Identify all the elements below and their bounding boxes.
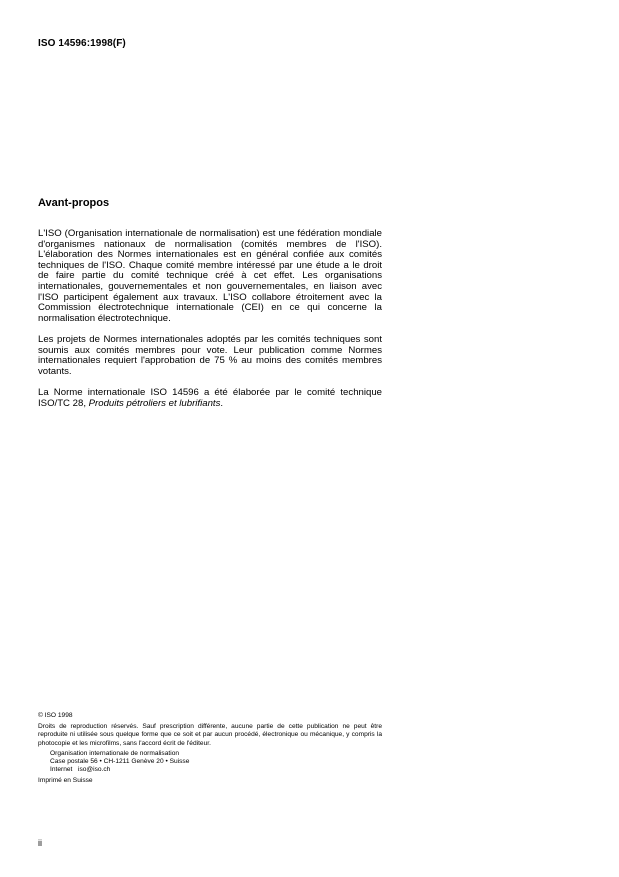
paragraph-3-suffix: . [220, 397, 224, 409]
internet-email: iso@iso.ch [78, 766, 111, 774]
standard-header: ISO 14596:1998(F) [38, 38, 126, 49]
page-number: ii [38, 838, 42, 848]
committee-name: Produits pétroliers et lubrifiants [88, 397, 221, 409]
printed-in: Imprimé en Suisse [38, 777, 93, 785]
org-name: Organisation internationale de normalisation [50, 749, 180, 757]
copyright-footer [38, 712, 382, 786]
address-block [38, 750, 382, 775]
paragraph-3-prefix: La Norme internationale ISO 14596 a été élaborée par le comité technique ISO/TC 28, [38, 386, 382, 409]
internet-line [50, 766, 382, 774]
foreword-paragraph-1: L'ISO (Organisation internationale de normalisation) est une fédération mondiale d'organismes nationaux de normalisation (comités membres de l'ISO). L'élaboration des Normes internationales est en général confiée aux comités techniques de l'ISO. Chaque comité membre intéressé par une étude a le droit de faire partie du comité technique créé à cet effet. Les organisations internationales, gouvernementales et non gouvernementales, en liaison avec l'ISO participent également aux travaux. L'ISO collabore étroitement avec la Commission électrotechnique internationale (CEI) en ce qui concerne la normalisation électrotechnique. [38, 228, 382, 324]
internet-label: Internet [50, 766, 73, 774]
foreword-body [38, 229, 382, 420]
foreword-paragraph-2: Les projets de Normes internationales adoptés par les comités techniques sont soumis aux comités membres pour vote. Leur publication comme Normes internationales requiert l'approbation de 75 % au moins des comités membres votants. [38, 333, 382, 377]
postal-address: Case postale 56 • CH-1211 Genève 20 • Suisse [50, 758, 190, 766]
rights-notice: Droits de reproduction réservés. Sauf prescription différente, aucune partie de cette publication ne peut être reproduite ni utilisée sous quelque forme que ce soit et par aucun procédé, électronique ou mécanique, y compris la photocopie et les microfilms, sans l'accord écrit de l'éditeur. [38, 723, 382, 747]
foreword-title: Avant-propos [38, 197, 110, 209]
copyright-line: © ISO 1998 [38, 712, 73, 719]
foreword-paragraph-3 [38, 388, 382, 409]
